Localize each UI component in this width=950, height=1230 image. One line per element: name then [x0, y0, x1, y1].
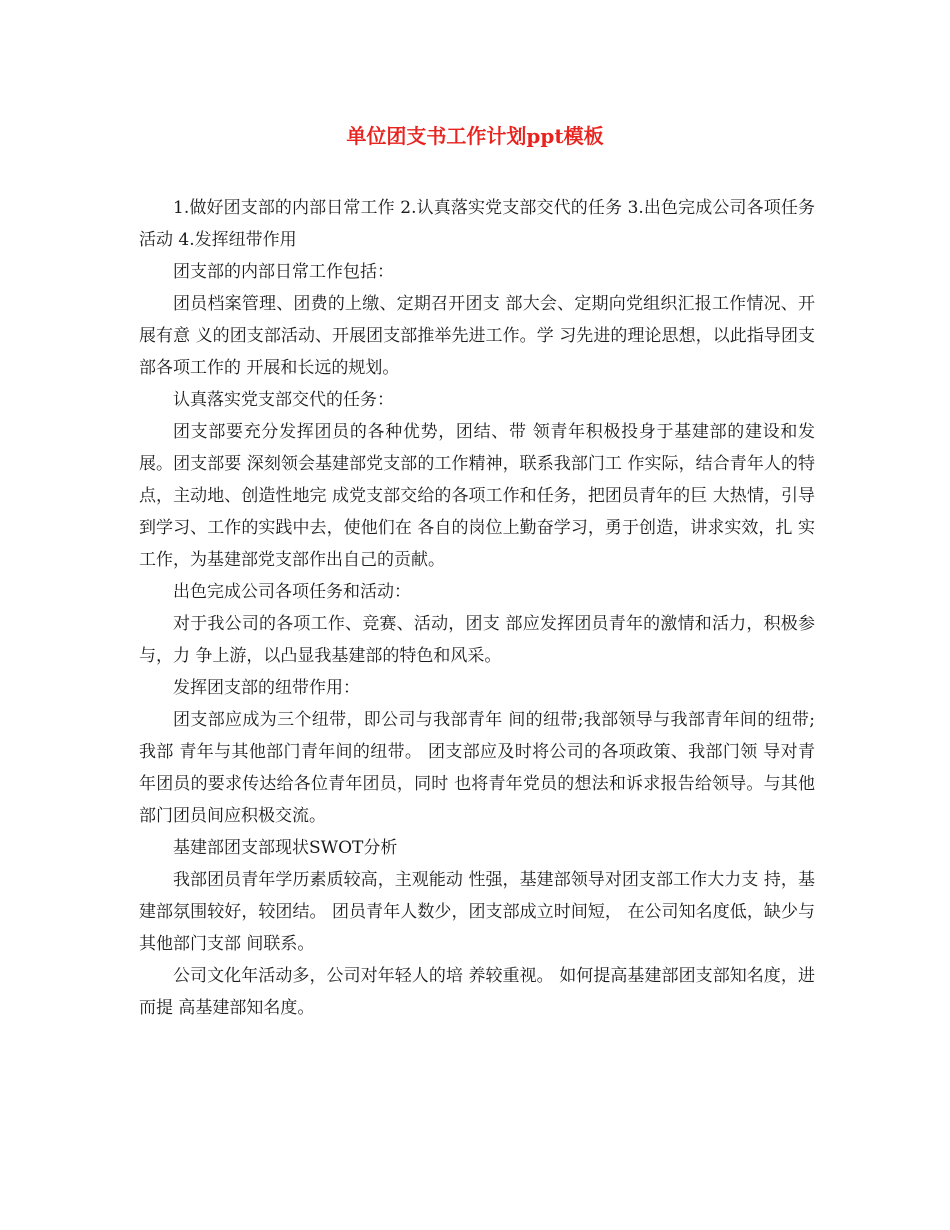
heading-company-activities: 出色完成公司各项任务和活动： — [173, 582, 411, 602]
paragraph-swot-opportunities: 公司文化年活动多，公司对年轻人的培 养较重视。 如何提高基建部团支部知名度，进而提 高基建部知名度。 — [139, 966, 815, 1018]
paragraph-party-tasks: 团支部要充分发挥团员的各种优势，团结、带 领青年积极投身于基建部的建设和发展。团支部要 深刻领会基建部党支部的工作精神，联系我部门工 作实际，结合青年人的特点，主动地、创造性地完 成党支部交给的各项工作和任务，把团员青年的巨 大热情，引导到学习、工作的实践中去，使他们在 各自的岗位上勤奋学习，勇于创造，讲求实效，扎 实工作，为基建部党支部作出自己的贡献。 — [139, 422, 815, 570]
heading-bridge-role: 发挥团支部的纽带作用： — [173, 678, 360, 698]
paragraph-daily-work: 团员档案管理、团费的上缴、定期召开团支 部大会、定期向党组织汇报工作情况、开展有意 义的团支部活动、开展团支部推举先进工作。学 习先进的理论思想，以此指导团支部各项工作的 开展和长远的规划。 — [139, 294, 815, 378]
paragraph-work-items: 1.做好团支部的内部日常工作 2.认真落实党支部交代的任务 3.出色完成公司各项任务活动 4.发挥纽带作用 — [139, 198, 815, 250]
document-body — [139, 192, 815, 1024]
heading-daily-work: 团支部的内部日常工作包括： — [173, 262, 394, 282]
heading-party-tasks: 认真落实党支部交代的任务： — [173, 390, 394, 410]
document-title: 单位团支书工作计划ppt模板 — [346, 124, 604, 148]
paragraph-company-activities: 对于我公司的各项工作、竞赛、活动，团支 部应发挥团员青年的激情和活力，积极参与，力 争上游，以凸显我基建部的特色和风采。 — [139, 614, 815, 666]
heading-swot: 基建部团支部现状SWOT分析 — [173, 838, 398, 858]
paragraph-bridge-role: 团支部应成为三个纽带，即公司与我部青年 间的纽带;我部领导与我部青年间的纽带;我部 青年与其他部门青年间的纽带。 团支部应及时将公司的各项政策、我部门领 导对青年团员的要求传达给各位青年团员，同时 也将青年党员的想法和诉求报告给领导。与其他 部门团员间应积极交流。 — [139, 710, 815, 826]
paragraph-swot-strengths: 我部团员青年学历素质较高，主观能动 性强，基建部领导对团支部工作大力支 持，基建部氛围较好，较团结。 团员青年人数少，团支部成立时间短， 在公司知名度低，缺少与其他部门支部 间联系。 — [139, 870, 815, 954]
